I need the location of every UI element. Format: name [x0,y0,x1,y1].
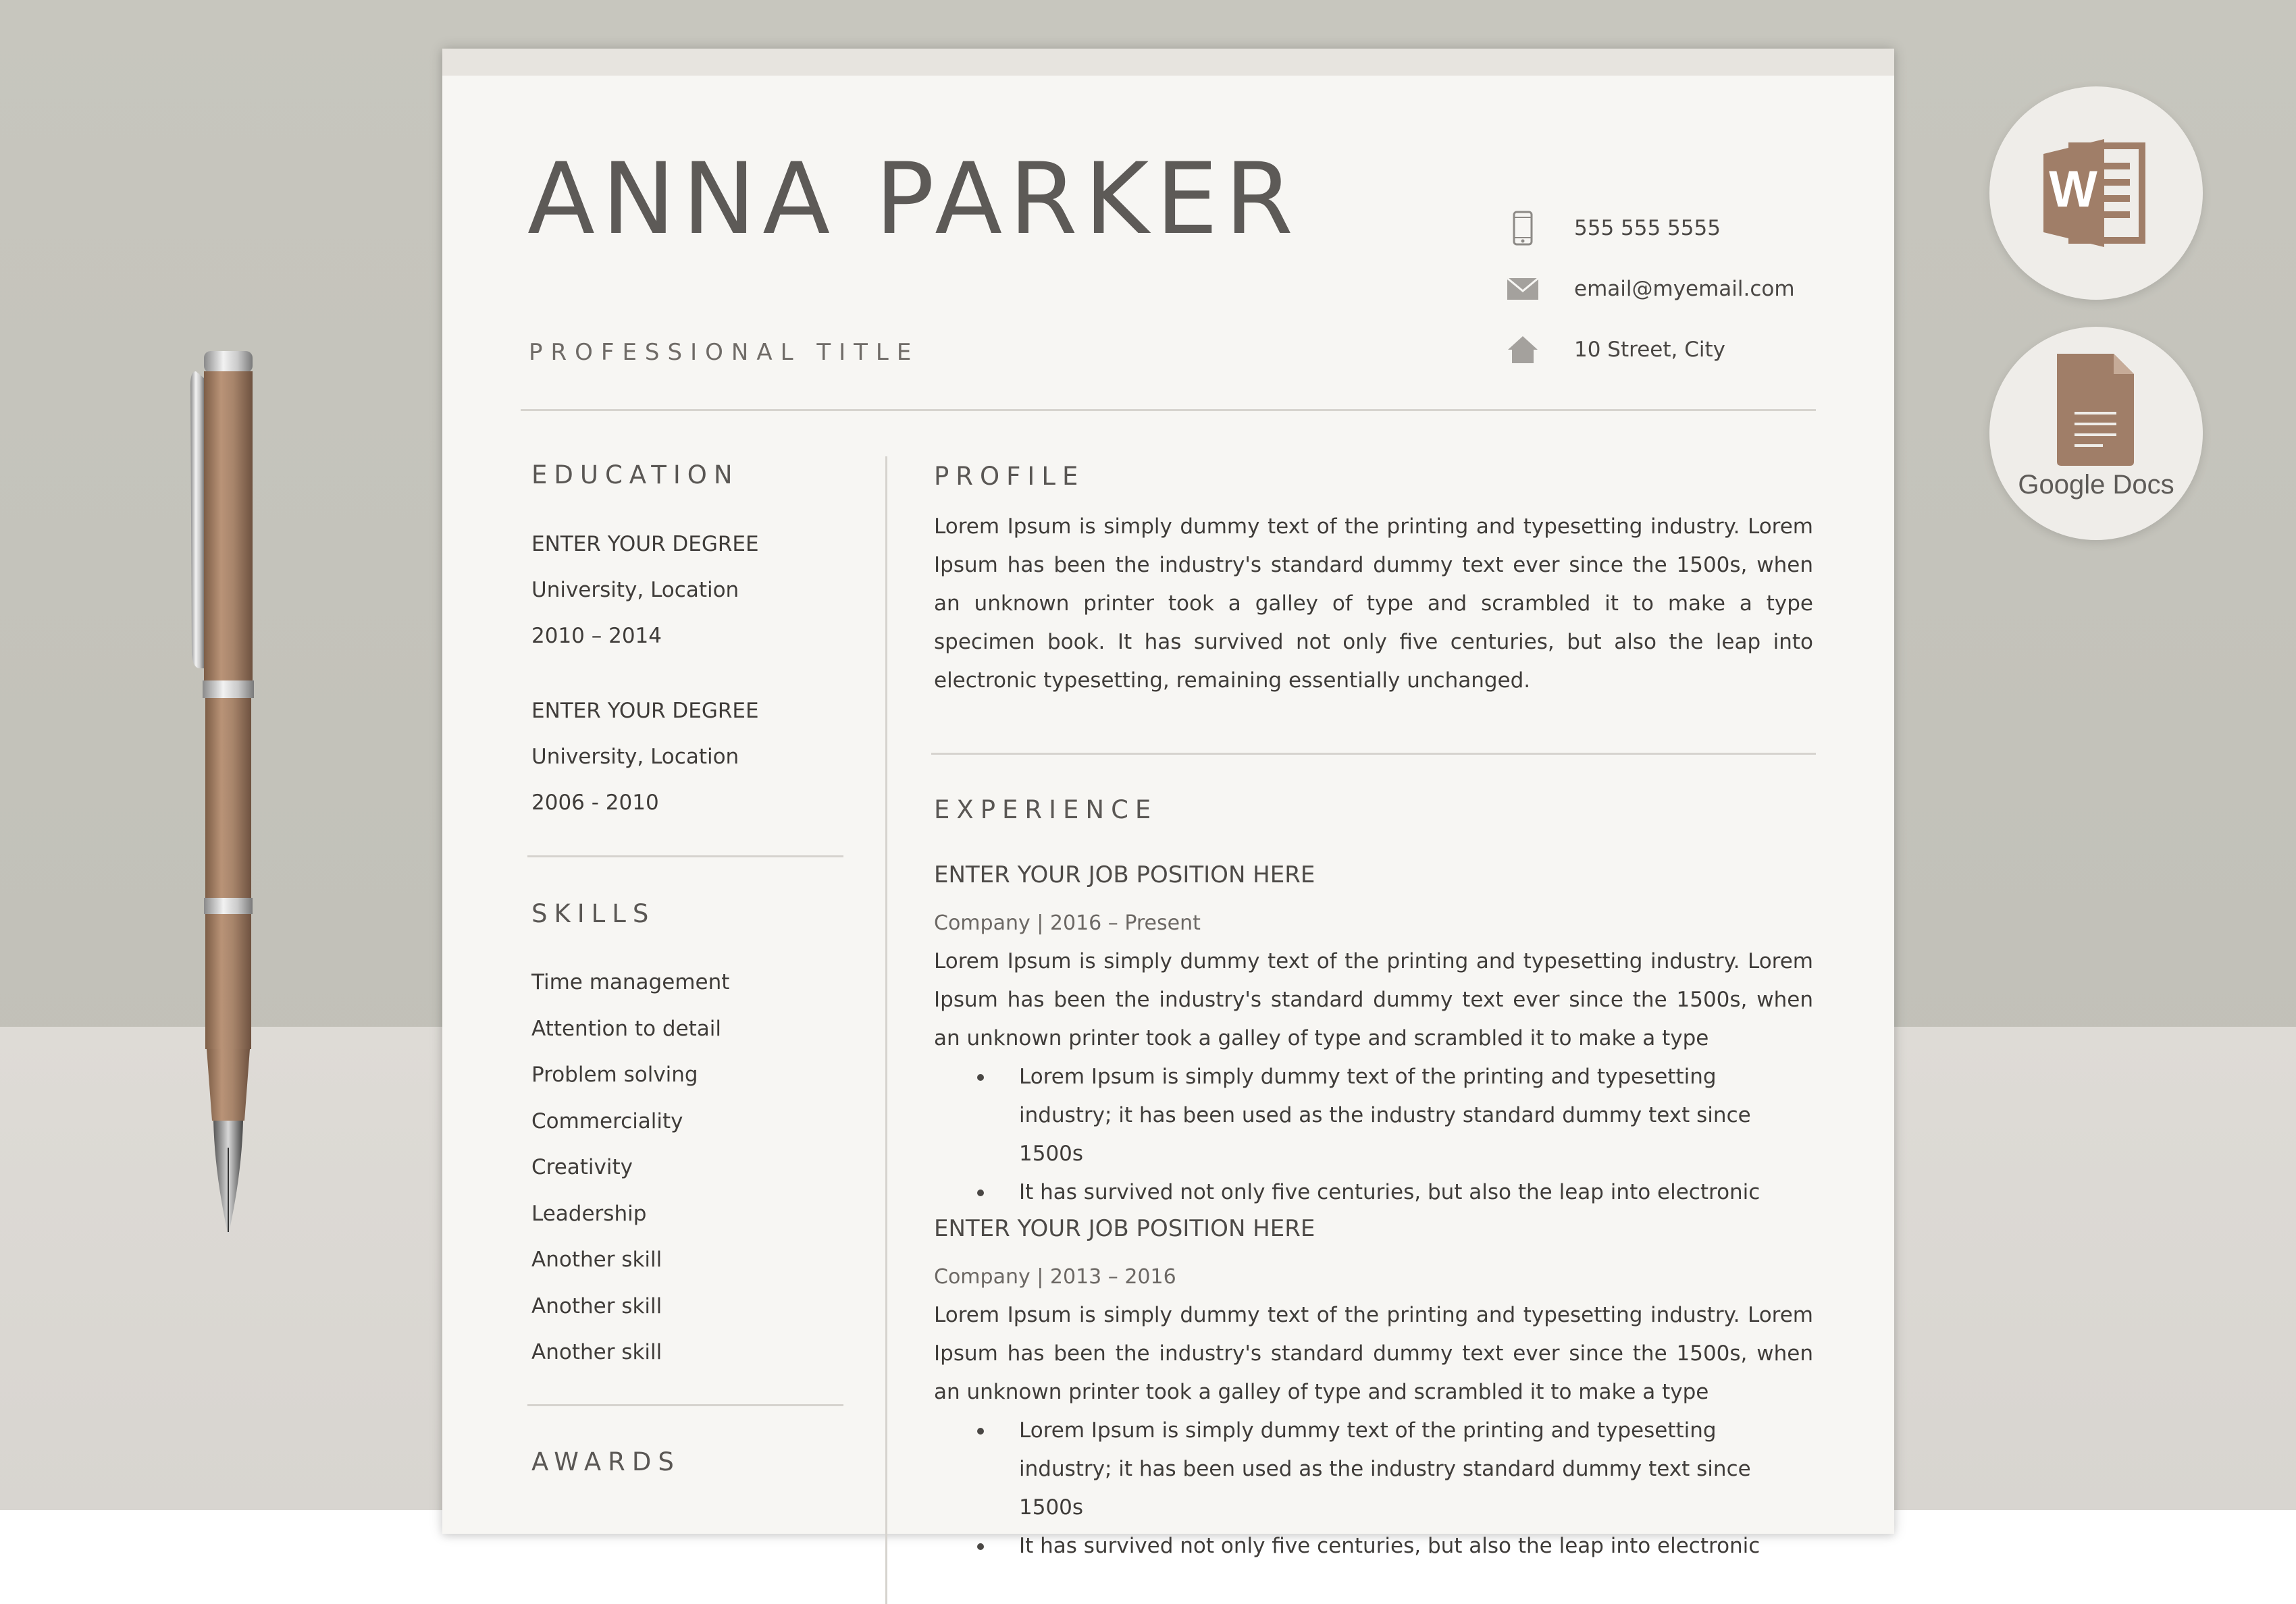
skills-heading: SKILLS [531,899,656,928]
school-location: University, Location [531,745,739,769]
skill-item: Attention to detail [531,1016,722,1041]
education-divider [527,855,843,857]
degree-name: ENTER YOUR DEGREE [531,532,759,556]
skill-item: Problem solving [531,1063,698,1087]
google-docs-badge [1989,327,2203,540]
email-address: email@myemail.com [1574,277,1795,301]
job-company: Company | 2013 – 2016 [934,1265,1176,1289]
awards-heading: AWARDS [531,1447,681,1476]
skill-item: Leadership [531,1201,647,1226]
education-entry [531,688,759,826]
word-letter: W [2049,161,2097,218]
bullet-item: It has survived not only five centuries, but also the leap into electronic [934,1527,1813,1566]
contact-phone [1503,208,1881,248]
skill-item: Time management [531,970,730,994]
skills-list [531,959,729,1376]
professional-title: PROFESSIONAL TITLE [529,339,920,366]
skill-item: Another skill [531,1340,662,1364]
home-icon [1503,329,1543,370]
job-company: Company | 2016 – Present [934,911,1201,935]
profile-heading: PROFILE [934,462,1085,491]
job-description: Lorem Ipsum is simply dummy text of the printing and typesetting industry. Lorem Ipsum has been the industry's standard dummy text ever since the 1500s, when an unknown printer took a galley of type and scrambled it to make a type [934,1303,1813,1404]
experience-heading: EXPERIENCE [934,795,1158,824]
skill-item: Another skill [531,1293,662,1318]
bullet-item: Lorem Ipsum is simply dummy text of the printing and typesetting industry; it has been used as the industry standard dummy text since 1500s [934,1058,1813,1173]
column-divider [885,456,887,1604]
skill-item: Another skill [531,1248,662,1272]
microsoft-word-icon [2029,126,2164,261]
degree-name: ENTER YOUR DEGREE [531,699,759,723]
resume-page [442,49,1894,1558]
phone-icon [1503,208,1543,248]
education-heading: EDUCATION [531,460,739,489]
google-docs-label: Google Docs [2018,470,2174,500]
study-years: 2006 - 2010 [531,791,659,815]
envelope-icon [1503,269,1543,309]
page-top-strip [442,49,1894,76]
profile-divider [931,753,1816,755]
skill-item: Creativity [531,1155,633,1179]
education-entry [531,521,759,659]
candidate-name: ANNA PARKER [527,142,1301,257]
job-position: ENTER YOUR JOB POSITION HERE [934,1215,1315,1242]
job-description: Lorem Ipsum is simply dummy text of the printing and typesetting industry. Lorem Ipsum has been the industry's standard dummy text ever since the 1500s, when an unknown printer took a galley of type and scrambled it to make a type [934,949,1813,1050]
skill-item: Commerciality [531,1108,683,1133]
profile-text: Lorem Ipsum is simply dummy text of the printing and typesetting industry. Lorem Ipsum has been the industry's standard dummy text ever since the 1500s, when an unknown printer took a galley of type and scrambled it to make a type specimen book. It has survived not only five centuries, but also the leap into electronic typesetting, remaining essentially unchanged. [934,514,1813,693]
contact-address [1503,329,1881,370]
job-bullets [934,1412,1813,1566]
bullet-item: Lorem Ipsum is simply dummy text of the printing and typesetting industry; it has been used as the industry standard dummy text since 1500s [934,1412,1813,1527]
header-divider [521,409,1816,411]
study-years: 2010 – 2014 [531,624,662,648]
word-format-badge [1989,86,2203,300]
bullet-item: It has survived not only five centuries, but also the leap into electronic [934,1173,1813,1212]
google-docs-icon [1989,327,2203,540]
skills-divider [527,1404,843,1406]
street-address: 10 Street, City [1574,338,1725,362]
fountain-pen-icon [177,351,265,1249]
job-bullets [934,1058,1813,1212]
phone-number: 555 555 5555 [1574,216,1721,240]
contact-email [1503,269,1881,309]
job-position: ENTER YOUR JOB POSITION HERE [934,861,1315,888]
school-location: University, Location [531,578,739,602]
